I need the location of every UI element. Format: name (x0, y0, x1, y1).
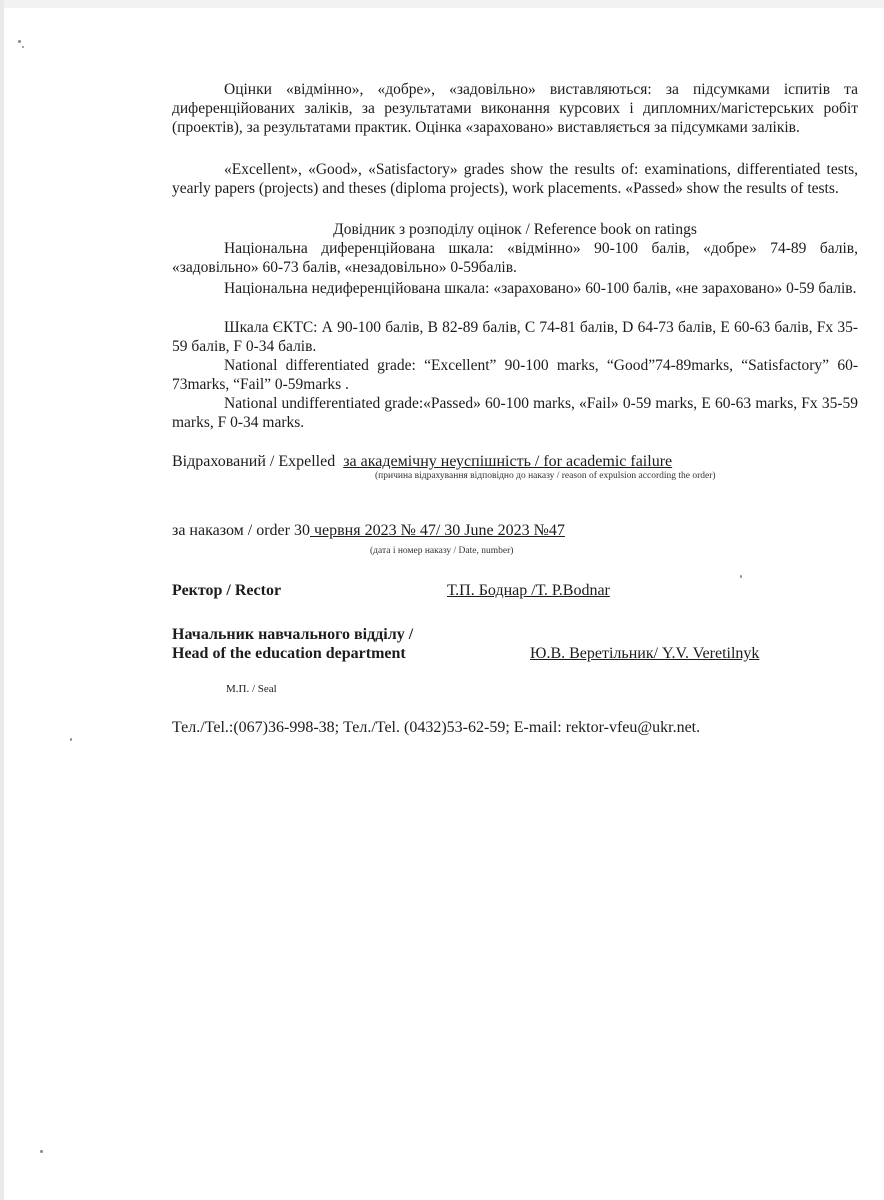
expulsion-reason: за академічну неуспішність / for academic failure (343, 453, 673, 470)
scan-speck (22, 46, 24, 48)
head-name: Ю.В. Веретільник/ Y.V. Veretilnyk (530, 645, 760, 662)
grading-paragraph-ua: Оцінки «відмінно», «добре», «задовільно» виставляються: за підсумками іспитів та диференційованих заліків, за результатами виконання курсових і дипломних/магістерських робіт (проектів), за результатами практик. Оцінка «зараховано» виставляється за підсумками заліків. (172, 81, 858, 136)
page-edge-left (0, 0, 4, 1200)
expulsion-line (172, 452, 672, 472)
scan-speck (70, 738, 72, 741)
national-undifferentiated-scale-en: National undifferentiated grade:«Passed» 60-100 marks, «Fail» 0-59 marks, E 60-63 marks, Fx 35-59 marks, F 0-34 marks. (172, 395, 858, 431)
rector-title: Ректор / Rector (172, 582, 282, 599)
expulsion-label: Відрахований / Expelled (172, 453, 336, 470)
page-edge (0, 0, 884, 8)
order-caption: (дата і номер наказу / Date, number) (370, 546, 514, 556)
grading-paragraph-en: «Excellent», «Good», «Satisfactory» grades show the results of: examinations, differentiated tests, yearly papers (projects) and theses (diploma projects), work placements. «Passed» show the results of tests. (172, 161, 858, 197)
reference-heading: Довідник з розподілу оцінок / Reference book on ratings (333, 221, 697, 238)
head-title-line2: Head of the education department (172, 645, 406, 662)
ects-scale-ua: Шкала ЄКТС: А 90-100 балів, В 82-89 балів, С 74-81 балів, D 64-73 балів, Е 60-63 балів, Fx 35-59 балів, F 0-34 балів. (172, 319, 858, 355)
rector-name: Т.П. Боднар /Т. Р.Bodnar (447, 582, 610, 599)
scan-speck (740, 575, 742, 578)
expulsion-reason-caption: (причина відрахування відповідно до наказу / reason of expulsion according the order) (375, 471, 716, 481)
head-title-line1: Начальник навчального відділу / (172, 626, 414, 643)
seal-label: М.П. / Seal (226, 683, 277, 695)
national-differentiated-scale-ua: Національна диференційована шкала: «відмінно» 90-100 балів, «добре» 74-89 балів, «задовільно» 60-73 балів, «незадовільно» 0-59балів. (172, 240, 858, 276)
scan-speck (18, 40, 21, 43)
order-line (172, 521, 565, 541)
order-value: червня 2023 № 47/ 30 June 2023 №47 (309, 522, 565, 539)
contacts-line: Тел./Tel.:(067)36-998-38; Тел./Tel. (0432)53-62-59; E-mail: rektor-vfeu@ukr.net. (172, 719, 701, 736)
order-label: за наказом / order 30 (172, 522, 310, 539)
national-undifferentiated-scale-ua: Національна недиференційована шкала: «зараховано» 60-100 балів, «не зараховано» 0-59 балів. (224, 280, 857, 297)
national-differentiated-scale-en: National differentiated grade: “Excellent” 90-100 marks, “Good”74-89marks, “Satisfactory” 60-73marks, “Fail” 0-59marks . (172, 357, 858, 393)
scan-speck (40, 1150, 43, 1153)
